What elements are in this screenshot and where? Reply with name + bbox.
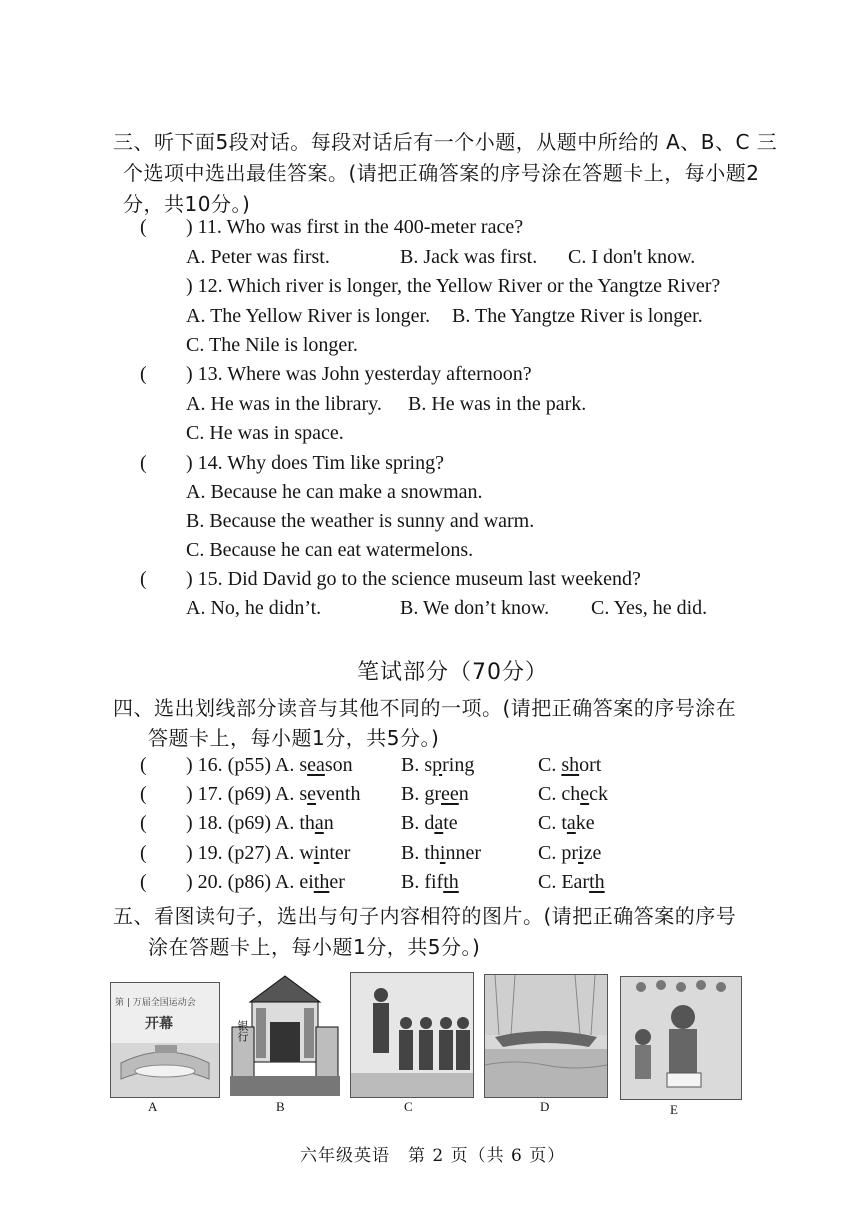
answer-blank-18[interactable]: ( <box>140 812 147 834</box>
underlined-letters: ea <box>307 754 325 776</box>
picture-b[interactable] <box>230 972 340 1096</box>
picture-b-label: B <box>276 1099 285 1114</box>
word-part: C. Ear <box>538 871 590 893</box>
underlined-letters: a <box>566 812 576 834</box>
phonics-option-b <box>401 871 459 894</box>
picture-c[interactable] <box>350 972 474 1098</box>
underlined-letters: th <box>443 871 459 893</box>
word-part: ke <box>575 812 595 834</box>
phonics-number: ) 17. (p69) A. <box>186 783 300 805</box>
answer-blank-16[interactable]: ( <box>140 754 147 776</box>
word-part: er <box>329 871 345 893</box>
word-part: C. pr <box>538 842 578 864</box>
word-part: C. t <box>538 812 567 834</box>
picture-c-label: C <box>404 1099 413 1114</box>
question-15-option-a: A. No, he didn’t. <box>186 597 322 619</box>
word-part: B. th <box>401 842 440 864</box>
phonics-option-b <box>401 842 481 865</box>
word-part: te <box>443 812 458 834</box>
underlined-letters: th <box>589 871 605 893</box>
underlined-letters: a <box>314 812 324 834</box>
word-part: nter <box>319 842 351 864</box>
phonics-option-c <box>538 754 601 777</box>
word-part: ck <box>589 783 608 805</box>
question-13-stem: ) 13. Where was John yesterday afternoon? <box>186 363 532 385</box>
picture-d[interactable] <box>484 974 608 1098</box>
word-part: B. fif <box>401 871 444 893</box>
answer-blank-11[interactable]: ( <box>140 216 147 238</box>
picture-a[interactable] <box>110 982 220 1098</box>
picture-b-sign: 银行 <box>236 1020 249 1042</box>
question-14-option-b: B. Because the weather is sunny and warm. <box>186 510 535 532</box>
question-12-option-a: A. The Yellow River is longer. <box>186 305 431 327</box>
answer-blank-14[interactable]: ( <box>140 452 147 474</box>
phonics-option-c <box>538 812 595 835</box>
answer-blank-15[interactable]: ( <box>140 568 147 590</box>
section4-heading-line2: 答题卡上，每小题1分，共5分。) <box>148 726 440 750</box>
phonics-option-c <box>538 783 608 806</box>
picture-a-label: A <box>148 1099 158 1114</box>
phonics-row-19 <box>186 842 350 865</box>
phonics-number: ) 16. (p55) A. <box>186 754 300 776</box>
word-part: son <box>324 754 353 776</box>
answer-blank-13[interactable]: ( <box>140 363 147 385</box>
phonics-row-18 <box>186 812 334 835</box>
question-14-option-a: A. Because he can make a snowman. <box>186 481 483 503</box>
word-part: w <box>299 842 314 864</box>
word-part: C. ch <box>538 783 581 805</box>
underlined-letters: a <box>434 812 444 834</box>
word-part: th <box>299 812 315 834</box>
question-11-option-a: A. Peter was first. <box>186 246 330 268</box>
word-part: ring <box>442 754 475 776</box>
picture-e[interactable] <box>620 976 742 1100</box>
question-14-stem: ) 14. Why does Tim like spring? <box>186 452 444 474</box>
word-part: n <box>323 812 334 834</box>
word-part: B. s <box>401 754 433 776</box>
underlined-letters: i <box>313 842 320 864</box>
word-part: ze <box>583 842 602 864</box>
word-part: s <box>299 754 308 776</box>
word-part: nner <box>445 842 482 864</box>
section5-heading-line2: 涂在答题卡上，每小题1分，共5分。) <box>148 935 481 959</box>
section5-heading-line1: 五、看图读句子，选出与句子内容相符的图片。(请把正确答案的序号 <box>113 904 737 928</box>
answer-blank-19[interactable]: ( <box>140 842 147 864</box>
stadium-graphic <box>111 983 219 1097</box>
word-part: B. d <box>401 812 435 834</box>
picture-a-title: 开幕 <box>145 1016 173 1032</box>
answer-blank-20[interactable]: ( <box>140 871 147 893</box>
phonics-option-b <box>401 812 458 835</box>
question-15-option-c: C. Yes, he did. <box>591 597 708 619</box>
question-11-stem: ) 11. Who was first in the 400-meter race? <box>186 216 524 238</box>
underlined-letters: e <box>307 783 317 805</box>
question-13-option-c: C. He was in space. <box>186 422 344 444</box>
underlined-letters: th <box>313 871 330 893</box>
phonics-option-b <box>401 783 469 806</box>
question-12-option-b: B. The Yangtze River is longer. <box>452 305 703 327</box>
underlined-letters: i <box>439 842 446 864</box>
phonics-option-c <box>538 842 601 865</box>
underlined-letters: p <box>432 754 443 776</box>
word-part: s <box>299 783 308 805</box>
page-footer: 六年级英语 第 2 页（共 6 页） <box>300 1146 566 1166</box>
picture-d-label: D <box>540 1099 550 1114</box>
word-part: n <box>458 783 469 805</box>
students-group-graphic <box>351 973 473 1097</box>
question-13-option-b: B. He was in the park. <box>408 393 587 415</box>
question-13-option-a: A. He was in the library. <box>186 393 382 415</box>
word-part: C. <box>538 754 562 776</box>
underlined-letters: sh <box>561 754 580 776</box>
phonics-option-b <box>401 754 474 777</box>
question-11-option-c: C. I don't know. <box>568 246 696 268</box>
phonics-option-c <box>538 871 605 894</box>
section3-heading-line3: 分，共10分。) <box>123 192 251 216</box>
question-11-option-b: B. Jack was first. <box>400 246 538 268</box>
word-part: ei <box>299 871 314 893</box>
phonics-row-16 <box>186 754 353 777</box>
section3-heading-line1: 三、听下面5段对话。每段对话后有一个小题，从题中所给的 A、B、C 三 <box>113 130 778 154</box>
question-14-option-c: C. Because he can eat watermelons. <box>186 539 474 561</box>
question-12-option-c: C. The Nile is longer. <box>186 334 358 356</box>
picture-e-label: E <box>670 1102 678 1117</box>
underlined-letters: i <box>578 842 584 864</box>
picture-a-caption: 第 | 万届全国运动会 <box>115 998 196 1008</box>
phonics-number: ) 20. (p86) A. <box>186 871 300 893</box>
phonics-row-17 <box>186 783 360 806</box>
word-part: venth <box>316 783 361 805</box>
phonics-row-20 <box>186 871 345 894</box>
section4-heading-line1: 四、选出划线部分读音与其他不同的一项。(请把正确答案的序号涂在 <box>113 696 737 720</box>
answer-blank-17[interactable]: ( <box>140 783 147 805</box>
birthday-party-graphic <box>621 977 741 1099</box>
question-15-option-b: B. We don’t know. <box>400 597 550 619</box>
question-15-stem: ) 15. Did David go to the science museum last weekend? <box>186 568 641 590</box>
dragon-boat-graphic <box>485 975 607 1097</box>
section3-heading-line2: 个选项中选出最佳答案。(请把正确答案的序号涂在答题卡上，每小题2 <box>123 161 760 185</box>
written-part-title: 笔试部分（70分） <box>357 660 548 685</box>
word-part: B. gr <box>401 783 441 805</box>
underlined-letters: e <box>580 783 590 805</box>
question-12-stem: ) 12. Which river is longer, the Yellow River or the Yangtze River? <box>186 275 721 297</box>
word-part: ort <box>579 754 602 776</box>
underlined-letters: ee <box>441 783 459 805</box>
phonics-number: ) 19. (p27) A. <box>186 842 300 864</box>
phonics-number: ) 18. (p69) A. <box>186 812 300 834</box>
